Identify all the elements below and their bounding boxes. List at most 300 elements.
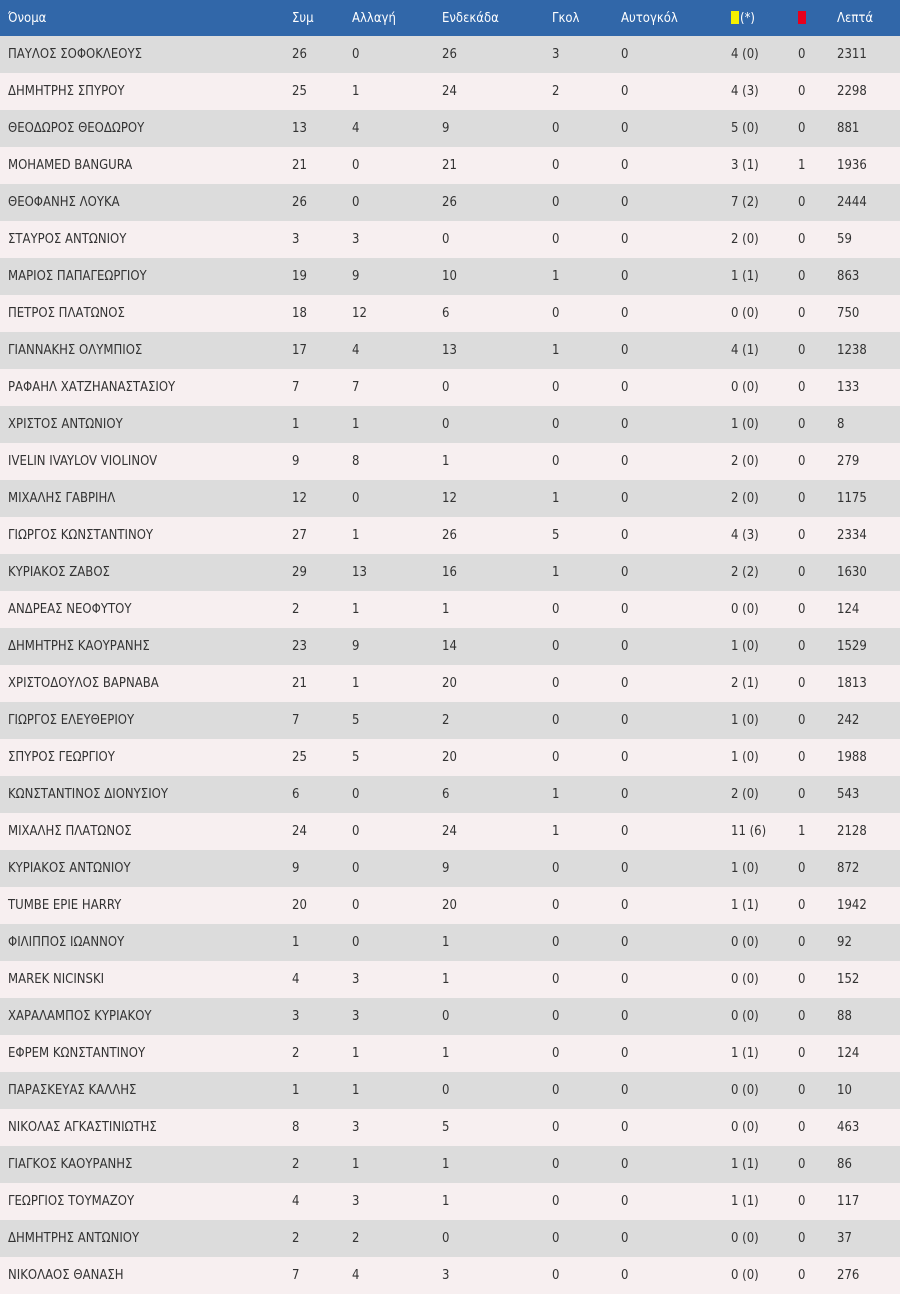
goals-value: 0 xyxy=(552,750,560,765)
red-cards-value: 0 xyxy=(798,750,806,765)
apps-value: 2 xyxy=(292,1157,300,1172)
apps-value: 3 xyxy=(292,232,300,247)
subs-value: 9 xyxy=(352,639,360,654)
starts-value: 2 xyxy=(442,713,450,728)
goals-value: 1 xyxy=(552,565,560,580)
goals-value: 1 xyxy=(552,787,560,802)
yellow-cards-value: 0 (0) xyxy=(731,306,759,321)
apps-value: 21 xyxy=(292,676,307,691)
subs-value: 8 xyxy=(352,454,360,469)
subs-value: 1 xyxy=(352,1046,360,1061)
subs-value: 5 xyxy=(352,713,360,728)
red-cards-value: 0 xyxy=(798,528,806,543)
red-cards-value: 0 xyxy=(798,84,806,99)
red-cards-value: 0 xyxy=(798,565,806,580)
starts-value: 6 xyxy=(442,787,450,802)
red-cards-value: 0 xyxy=(798,787,806,802)
minutes-value: 37 xyxy=(837,1231,852,1246)
red-cards-value: 0 xyxy=(798,1268,806,1283)
goals-value: 0 xyxy=(552,898,560,913)
starts-value: 1 xyxy=(442,1046,450,1061)
subs-value: 1 xyxy=(352,1083,360,1098)
subs-value: 0 xyxy=(352,824,360,839)
col-header-apps[interactable]: Συμ xyxy=(292,10,314,26)
player-name[interactable]: ΔΗΜΗΤΡΗΣ ΑΝΤΩΝΙΟΥ xyxy=(8,1231,140,1246)
player-name[interactable]: ΔΗΜΗΤΡΗΣ ΚΑΟΥΡΑΝΗΣ xyxy=(8,639,150,654)
player-name[interactable]: TUMBE EPIE HARRY xyxy=(8,898,122,913)
table-row[interactable] xyxy=(0,1072,900,1109)
red-cards-value: 0 xyxy=(798,676,806,691)
table-row[interactable] xyxy=(0,184,900,221)
subs-value: 12 xyxy=(352,306,367,321)
subs-value: 1 xyxy=(352,676,360,691)
red-cards-value: 0 xyxy=(798,454,806,469)
table-row[interactable] xyxy=(0,73,900,110)
apps-value: 13 xyxy=(292,121,307,136)
apps-value: 25 xyxy=(292,750,307,765)
red-cards-value: 0 xyxy=(798,343,806,358)
yellow-suffix: (*) xyxy=(740,10,755,26)
apps-value: 12 xyxy=(292,491,307,506)
subs-value: 3 xyxy=(352,1194,360,1209)
own-goals-value: 0 xyxy=(621,1120,629,1135)
red-cards-value: 0 xyxy=(798,1009,806,1024)
starts-value: 0 xyxy=(442,1083,450,1098)
apps-value: 29 xyxy=(292,565,307,580)
player-name[interactable]: ΧΡΙΣΤΟΔΟΥΛΟΣ ΒΑΡΝΑΒΑ xyxy=(8,676,159,691)
player-name[interactable]: ΜΙΧΑΛΗΣ ΠΛΑΤΩΝΟΣ xyxy=(8,824,132,839)
apps-value: 20 xyxy=(292,898,307,913)
goals-value: 0 xyxy=(552,158,560,173)
subs-value: 3 xyxy=(352,972,360,987)
player-name[interactable]: ΓΙΑΝΝΑΚΗΣ ΟΛΥΜΠΙΟΣ xyxy=(8,343,143,358)
player-name[interactable]: ΓΙΩΡΓΟΣ ΚΩΝΣΤΑΝΤΙΝΟΥ xyxy=(8,528,154,543)
player-name[interactable]: ΚΩΝΣΤΑΝΤΙΝΟΣ ΔΙΟΝΥΣΙΟΥ xyxy=(8,787,168,802)
col-header-goals[interactable]: Γκολ xyxy=(552,10,580,26)
own-goals-value: 0 xyxy=(621,306,629,321)
starts-value: 0 xyxy=(442,232,450,247)
starts-value: 0 xyxy=(442,417,450,432)
apps-value: 7 xyxy=(292,1268,300,1283)
red-card-icon xyxy=(798,11,806,24)
minutes-value: 1988 xyxy=(837,750,867,765)
player-name[interactable]: ΚΥΡΙΑΚΟΣ ΖΑΒΟΣ xyxy=(8,565,110,580)
starts-value: 20 xyxy=(442,750,457,765)
apps-value: 1 xyxy=(292,417,300,432)
yellow-cards-value: 3 (1) xyxy=(731,158,759,173)
minutes-value: 463 xyxy=(837,1120,860,1135)
own-goals-value: 0 xyxy=(621,1083,629,1098)
table-row[interactable] xyxy=(0,406,900,443)
minutes-value: 88 xyxy=(837,1009,852,1024)
minutes-value: 881 xyxy=(837,121,860,136)
table-row[interactable] xyxy=(0,1035,900,1072)
apps-value: 1 xyxy=(292,935,300,950)
player-name[interactable]: ΚΥΡΙΑΚΟΣ ΑΝΤΩΝΙΟΥ xyxy=(8,861,131,876)
subs-value: 0 xyxy=(352,935,360,950)
goals-value: 0 xyxy=(552,1194,560,1209)
yellow-cards-value: 4 (3) xyxy=(731,84,759,99)
minutes-value: 8 xyxy=(837,417,845,432)
table-row[interactable] xyxy=(0,998,900,1035)
minutes-value: 152 xyxy=(837,972,860,987)
starts-value: 13 xyxy=(442,343,457,358)
apps-value: 7 xyxy=(292,713,300,728)
yellow-cards-value: 0 (0) xyxy=(731,1268,759,1283)
own-goals-value: 0 xyxy=(621,343,629,358)
own-goals-value: 0 xyxy=(621,602,629,617)
own-goals-value: 0 xyxy=(621,528,629,543)
starts-value: 1 xyxy=(442,454,450,469)
table-row[interactable] xyxy=(0,36,900,73)
goals-value: 0 xyxy=(552,972,560,987)
starts-value: 5 xyxy=(442,1120,450,1135)
minutes-value: 2128 xyxy=(837,824,867,839)
apps-value: 1 xyxy=(292,1083,300,1098)
red-cards-value: 0 xyxy=(798,935,806,950)
subs-value: 5 xyxy=(352,750,360,765)
player-name[interactable]: ΠΕΤΡΟΣ ΠΛΑΤΩΝΟΣ xyxy=(8,306,125,321)
yellow-card-icon xyxy=(731,11,739,24)
yellow-cards-value: 0 (0) xyxy=(731,380,759,395)
starts-value: 12 xyxy=(442,491,457,506)
minutes-value: 863 xyxy=(837,269,860,284)
yellow-cards-value: 1 (0) xyxy=(731,417,759,432)
player-name[interactable]: ΘΕΟΔΩΡΟΣ ΘΕΟΔΩΡΟΥ xyxy=(8,121,145,136)
own-goals-value: 0 xyxy=(621,84,629,99)
goals-value: 0 xyxy=(552,1009,560,1024)
apps-value: 4 xyxy=(292,1194,300,1209)
own-goals-value: 0 xyxy=(621,47,629,62)
yellow-cards-value: 0 (0) xyxy=(731,1083,759,1098)
col-header-red-cards[interactable] xyxy=(790,0,829,36)
table-row[interactable] xyxy=(0,295,900,332)
table-header xyxy=(0,0,900,36)
goals-value: 1 xyxy=(552,269,560,284)
yellow-cards-value: 5 (0) xyxy=(731,121,759,136)
subs-value: 1 xyxy=(352,1157,360,1172)
minutes-value: 59 xyxy=(837,232,852,247)
red-cards-value: 0 xyxy=(798,1194,806,1209)
minutes-value: 872 xyxy=(837,861,860,876)
goals-value: 0 xyxy=(552,1157,560,1172)
minutes-value: 543 xyxy=(837,787,860,802)
player-name[interactable]: ΓΙΩΡΓΟΣ ΕΛΕΥΘΕΡΙΟΥ xyxy=(8,713,135,728)
player-name[interactable]: ΧΡΙΣΤΟΣ ΑΝΤΩΝΙΟΥ xyxy=(8,417,123,432)
yellow-cards-value: 1 (0) xyxy=(731,639,759,654)
red-cards-value: 0 xyxy=(798,47,806,62)
player-name[interactable]: IVELIN IVAYLOV VIOLINOV xyxy=(8,454,158,469)
minutes-value: 117 xyxy=(837,1194,860,1209)
starts-value: 1 xyxy=(442,1194,450,1209)
apps-value: 18 xyxy=(292,306,307,321)
red-cards-value: 0 xyxy=(798,1120,806,1135)
starts-value: 20 xyxy=(442,676,457,691)
red-cards-value: 0 xyxy=(798,713,806,728)
table-body xyxy=(0,36,900,1294)
minutes-value: 92 xyxy=(837,935,852,950)
player-name[interactable]: MOHAMED BANGURA xyxy=(8,158,133,173)
red-cards-value: 1 xyxy=(798,158,806,173)
minutes-value: 2311 xyxy=(837,47,867,62)
goals-value: 0 xyxy=(552,380,560,395)
apps-value: 21 xyxy=(292,158,307,173)
player-name[interactable]: ΝΙΚΟΛΑΟΣ ΘΑΝΑΣΗ xyxy=(8,1268,124,1283)
goals-value: 2 xyxy=(552,84,560,99)
subs-value: 13 xyxy=(352,565,367,580)
red-cards-value: 0 xyxy=(798,269,806,284)
table-row[interactable] xyxy=(0,887,900,924)
yellow-cards-value: 2 (0) xyxy=(731,232,759,247)
minutes-value: 1942 xyxy=(837,898,867,913)
starts-value: 1 xyxy=(442,972,450,987)
goals-value: 0 xyxy=(552,232,560,247)
yellow-cards-value: 1 (1) xyxy=(731,1157,759,1172)
minutes-value: 242 xyxy=(837,713,860,728)
own-goals-value: 0 xyxy=(621,676,629,691)
yellow-cards-value: 4 (3) xyxy=(731,528,759,543)
apps-value: 7 xyxy=(292,380,300,395)
player-name[interactable]: ΧΑΡΑΛΑΜΠΟΣ ΚΥΡΙΑΚΟΥ xyxy=(8,1009,152,1024)
table-row[interactable] xyxy=(0,554,900,591)
starts-value: 0 xyxy=(442,380,450,395)
col-header-own-goals[interactable]: Αυτογκόλ xyxy=(621,10,678,26)
goals-value: 0 xyxy=(552,935,560,950)
table-row[interactable] xyxy=(0,221,900,258)
col-header-subs[interactable]: Αλλαγή xyxy=(352,10,396,26)
goals-value: 0 xyxy=(552,121,560,136)
own-goals-value: 0 xyxy=(621,1157,629,1172)
col-header-yellow-cards[interactable] xyxy=(723,0,790,36)
red-cards-value: 0 xyxy=(798,195,806,210)
apps-value: 2 xyxy=(292,1231,300,1246)
yellow-cards-value: 11 (6) xyxy=(731,824,767,839)
red-cards-value: 0 xyxy=(798,861,806,876)
own-goals-value: 0 xyxy=(621,565,629,580)
table-row[interactable] xyxy=(0,110,900,147)
red-cards-value: 0 xyxy=(798,639,806,654)
red-cards-value: 0 xyxy=(798,417,806,432)
yellow-cards-value: 2 (0) xyxy=(731,787,759,802)
apps-value: 3 xyxy=(292,1009,300,1024)
starts-value: 26 xyxy=(442,528,457,543)
table-row[interactable] xyxy=(0,369,900,406)
subs-value: 0 xyxy=(352,787,360,802)
yellow-cards-value: 4 (0) xyxy=(731,47,759,62)
starts-value: 16 xyxy=(442,565,457,580)
minutes-value: 133 xyxy=(837,380,860,395)
table-row[interactable] xyxy=(0,665,900,702)
table-row[interactable] xyxy=(0,443,900,480)
subs-value: 2 xyxy=(352,1231,360,1246)
apps-value: 23 xyxy=(292,639,307,654)
goals-value: 0 xyxy=(552,639,560,654)
table-row[interactable] xyxy=(0,480,900,517)
player-name[interactable]: ΑΝΔΡΕΑΣ ΝΕΟΦΥΤΟΥ xyxy=(8,602,132,617)
own-goals-value: 0 xyxy=(621,824,629,839)
yellow-cards-value: 1 (1) xyxy=(731,1194,759,1209)
table-row[interactable] xyxy=(0,1109,900,1146)
player-name[interactable]: ΠΑΥΛΟΣ ΣΟΦΟΚΛΕΟΥΣ xyxy=(8,47,143,62)
red-cards-value: 0 xyxy=(798,972,806,987)
yellow-cards-value: 1 (0) xyxy=(731,861,759,876)
player-name[interactable]: ΣΤΑΥΡΟΣ ΑΝΤΩΝΙΟΥ xyxy=(8,232,127,247)
table-row[interactable] xyxy=(0,332,900,369)
player-name[interactable]: ΔΗΜΗΤΡΗΣ ΣΠΥΡΟΥ xyxy=(8,84,125,99)
own-goals-value: 0 xyxy=(621,232,629,247)
minutes-value: 1813 xyxy=(837,676,867,691)
subs-value: 9 xyxy=(352,269,360,284)
player-name[interactable]: ΝΙΚΟΛΑΣ ΑΓΚΑΣΤΙΝΙΩΤΗΣ xyxy=(8,1120,157,1135)
red-cards-value: 0 xyxy=(798,121,806,136)
subs-value: 3 xyxy=(352,1009,360,1024)
table-row[interactable] xyxy=(0,924,900,961)
red-cards-value: 0 xyxy=(798,1157,806,1172)
minutes-value: 1238 xyxy=(837,343,867,358)
minutes-value: 2444 xyxy=(837,195,867,210)
table-row[interactable] xyxy=(0,739,900,776)
minutes-value: 124 xyxy=(837,602,860,617)
subs-value: 0 xyxy=(352,195,360,210)
red-cards-value: 1 xyxy=(798,824,806,839)
starts-value: 1 xyxy=(442,602,450,617)
minutes-value: 86 xyxy=(837,1157,852,1172)
minutes-value: 124 xyxy=(837,1046,860,1061)
apps-value: 4 xyxy=(292,972,300,987)
own-goals-value: 0 xyxy=(621,195,629,210)
starts-value: 24 xyxy=(442,84,457,99)
header-row xyxy=(0,0,900,36)
player-name[interactable]: ΓΙΑΓΚΟΣ ΚΑΟΥΡΑΝΗΣ xyxy=(8,1157,133,1172)
player-name[interactable]: ΡΑΦΑΗΛ ΧΑΤΖΗΑΝΑΣΤΑΣΙΟΥ xyxy=(8,380,176,395)
apps-value: 6 xyxy=(292,787,300,802)
goals-value: 1 xyxy=(552,491,560,506)
table-row[interactable] xyxy=(0,517,900,554)
col-header-starts[interactable]: Ενδεκάδα xyxy=(442,10,499,26)
yellow-cards-value: 0 (0) xyxy=(731,1231,759,1246)
minutes-value: 1630 xyxy=(837,565,867,580)
table-row[interactable] xyxy=(0,1257,900,1294)
goals-value: 0 xyxy=(552,602,560,617)
apps-value: 27 xyxy=(292,528,307,543)
starts-value: 0 xyxy=(442,1009,450,1024)
own-goals-value: 0 xyxy=(621,1268,629,1283)
own-goals-value: 0 xyxy=(621,380,629,395)
yellow-cards-value: 0 (0) xyxy=(731,1120,759,1135)
player-name[interactable]: ΦΙΛΙΠΠΟΣ ΙΩΑΝΝΟΥ xyxy=(8,935,125,950)
subs-value: 4 xyxy=(352,343,360,358)
table-row[interactable] xyxy=(0,1146,900,1183)
player-name[interactable]: ΜΑΡΙΟΣ ΠΑΠΑΓΕΩΡΓΙΟΥ xyxy=(8,269,147,284)
minutes-value: 279 xyxy=(837,454,860,469)
own-goals-value: 0 xyxy=(621,639,629,654)
subs-value: 0 xyxy=(352,47,360,62)
col-header-minutes[interactable]: Λεπτά xyxy=(837,10,874,26)
apps-value: 25 xyxy=(292,84,307,99)
table-row[interactable] xyxy=(0,961,900,998)
player-name[interactable]: ΘΕΟΦΑΝΗΣ ΛΟΥΚΑ xyxy=(8,195,120,210)
table-row[interactable] xyxy=(0,850,900,887)
apps-value: 8 xyxy=(292,1120,300,1135)
col-header-name[interactable]: Όνομα xyxy=(8,10,47,26)
red-cards-value: 0 xyxy=(798,602,806,617)
yellow-cards-value: 0 (0) xyxy=(731,972,759,987)
table-row[interactable] xyxy=(0,258,900,295)
apps-value: 9 xyxy=(292,861,300,876)
yellow-cards-value: 0 (0) xyxy=(731,935,759,950)
player-name[interactable]: ΕΦΡΕΜ ΚΩΝΣΤΑΝΤΙΝΟΥ xyxy=(8,1046,146,1061)
yellow-cards-value: 2 (2) xyxy=(731,565,759,580)
minutes-value: 2298 xyxy=(837,84,867,99)
minutes-value: 10 xyxy=(837,1083,852,1098)
own-goals-value: 0 xyxy=(621,121,629,136)
goals-value: 1 xyxy=(552,343,560,358)
yellow-cards-value: 1 (0) xyxy=(731,750,759,765)
subs-value: 0 xyxy=(352,861,360,876)
yellow-cards-value: 0 (0) xyxy=(731,1009,759,1024)
starts-value: 14 xyxy=(442,639,457,654)
own-goals-value: 0 xyxy=(621,713,629,728)
player-name[interactable]: ΓΕΩΡΓΙΟΣ ΤΟΥΜΑΖΟΥ xyxy=(8,1194,135,1209)
yellow-cards-value: 2 (0) xyxy=(731,491,759,506)
player-name[interactable]: ΣΠΥΡΟΣ ΓΕΩΡΓΙΟΥ xyxy=(8,750,115,765)
table-row[interactable] xyxy=(0,702,900,739)
red-cards-value: 0 xyxy=(798,232,806,247)
goals-value: 0 xyxy=(552,417,560,432)
minutes-value: 750 xyxy=(837,306,860,321)
goals-value: 0 xyxy=(552,1120,560,1135)
goals-value: 0 xyxy=(552,676,560,691)
player-name[interactable]: MAREK NICINSKI xyxy=(8,972,105,987)
player-name[interactable]: ΠΑΡΑΣΚΕΥΑΣ ΚΑΛΛΗΣ xyxy=(8,1083,137,1098)
subs-value: 0 xyxy=(352,158,360,173)
table-row[interactable] xyxy=(0,1183,900,1220)
table-row[interactable] xyxy=(0,147,900,184)
own-goals-value: 0 xyxy=(621,787,629,802)
table-row[interactable] xyxy=(0,776,900,813)
yellow-cards-value: 1 (1) xyxy=(731,898,759,913)
red-cards-value: 0 xyxy=(798,491,806,506)
starts-value: 26 xyxy=(442,47,457,62)
table-row[interactable] xyxy=(0,628,900,665)
subs-value: 1 xyxy=(352,84,360,99)
own-goals-value: 0 xyxy=(621,935,629,950)
starts-value: 26 xyxy=(442,195,457,210)
table-row[interactable] xyxy=(0,591,900,628)
table-row[interactable] xyxy=(0,813,900,850)
red-cards-value: 0 xyxy=(798,380,806,395)
subs-value: 1 xyxy=(352,528,360,543)
red-cards-value: 0 xyxy=(798,1046,806,1061)
own-goals-value: 0 xyxy=(621,269,629,284)
subs-value: 7 xyxy=(352,380,360,395)
subs-value: 3 xyxy=(352,232,360,247)
starts-value: 6 xyxy=(442,306,450,321)
starts-value: 10 xyxy=(442,269,457,284)
starts-value: 20 xyxy=(442,898,457,913)
apps-value: 9 xyxy=(292,454,300,469)
own-goals-value: 0 xyxy=(621,454,629,469)
goals-value: 0 xyxy=(552,1268,560,1283)
red-cards-value: 0 xyxy=(798,898,806,913)
table-row[interactable] xyxy=(0,1220,900,1257)
goals-value: 1 xyxy=(552,824,560,839)
starts-value: 1 xyxy=(442,1157,450,1172)
goals-value: 0 xyxy=(552,1083,560,1098)
apps-value: 26 xyxy=(292,47,307,62)
starts-value: 21 xyxy=(442,158,457,173)
player-name[interactable]: ΜΙΧΑΛΗΣ ΓΑΒΡΙΗΛ xyxy=(8,491,116,506)
